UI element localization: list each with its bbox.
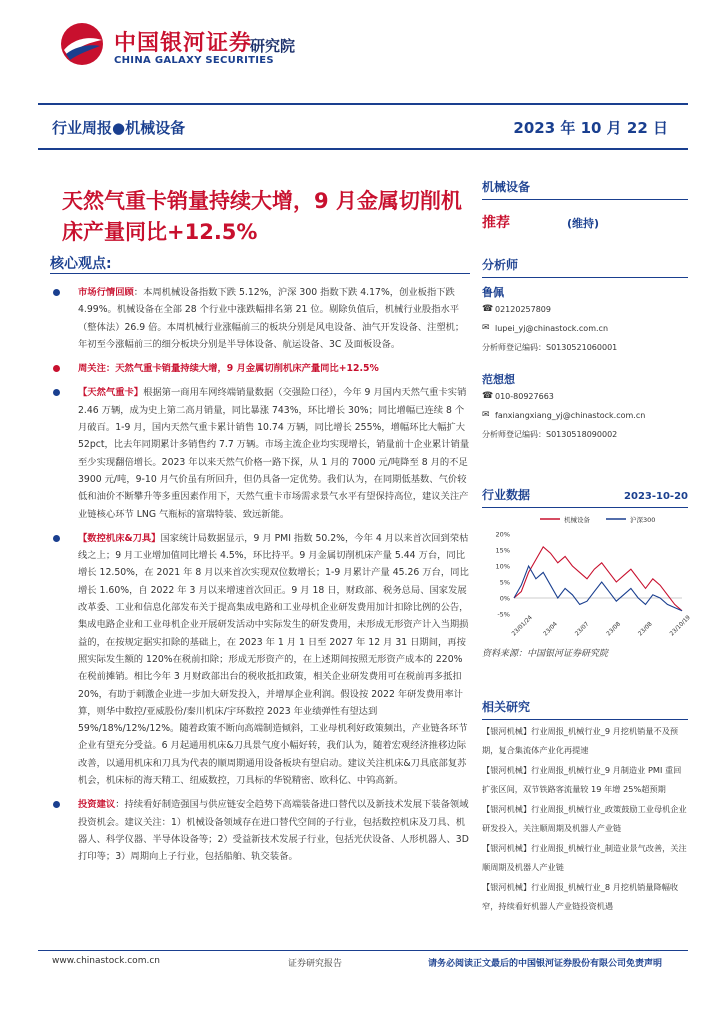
paragraph-lead: 【天然气重卡】 [78, 387, 144, 399]
main-content [50, 284, 470, 873]
paragraph-investment-advice [50, 796, 470, 865]
chart-title: 行业数据 [482, 488, 531, 502]
sidebar-divider [482, 507, 688, 508]
bullet-icon [53, 801, 60, 808]
paragraph-lead: 市场行情回顾 [78, 287, 134, 298]
paragraph-body: 国家统计局数据显示，9 月 PMI 指数 50.2%，今年 4 月以来首次回到荣枯线之上；9 月工业增加值同比增长 4.5%，环比持平。9 月金属切削机床产量 5.44 万台，同比增长 12.50%，在 2021 年 8 月以来首次实现双位数增长；1-9 月累计产量 45.26 万台，同比增长 1.60%，自 2022 年 3 月以来增速首次回正。9 月 18 日，财政部、税务总局、国家发展改革委、工业和信息化部发布关于提高集成电路和工业母机企业研发费用加计扣除比例的公告，集成电路企业和工业母机企业开展研发活动中实际发生的研发费用，未形成无形资产计入当期损益的，在按规定据实扣除的基础上，在 2023 年 1 月 1 日至 2027 年 12 月 31 日期间，再按照实际发生额的 120%在税前扣除；形成无形资产的，在上述期间按照无形资产成本的 220%在税前摊销。相比今年 3 月财政部出台的税收抵扣政策，相关企业研发费用可在税前再多抵扣 20%，有助于刺激企业进一步加大研发投入，并增厚企业利润。假设按 2022 年研发费用率计算，则华中数控/亚威股份/秦川机床/宇环数控 2023 年业绩弹性有望达到 59%/18%/12%/12%。随着政策不断向高端制造倾斜，工业母机利好政策频出，产业链各环节企业有望充分受益。6 月起通用机床&刀具景气度小幅好转，我们认为，随着宏观经济推移边际改善，以通用机床和刀具为代表的顺周期通用设备板块有望启动。建议关注机床&刀具底部复苏机会，机床标的海天精工、纽威数控，刀具标的华锐精密、欧科亿、中钨高新。 [78, 532, 469, 787]
analyst-phone: 02120257809 [495, 305, 551, 314]
x-tick-label: 23/08 [637, 621, 654, 638]
related-item[interactable]: 【银河机械】行业周报_机械行业_9 月制造业 PMI 重回扩张区间，双节铁路客流量较 19 年增 25%超预期 [482, 765, 682, 794]
sidebar-divider [482, 199, 688, 200]
analyst-name: 范想想 [482, 373, 515, 386]
industry-line-chart [482, 512, 692, 640]
sidebar-divider [482, 719, 688, 720]
related-item[interactable]: 【银河机械】行业周报_机械行业_8 月挖机销量降幅收窄，持续看好机器人产业链投资机遇 [482, 882, 679, 911]
legend-label: 沪深300 [630, 516, 656, 524]
analyst-email-row [482, 406, 688, 425]
related-heading: 相关研究 [482, 700, 531, 714]
paragraph-lead: 投资建议 [78, 799, 116, 811]
analyst-name: 鲁佩 [482, 286, 504, 299]
x-tick-label: 23/04 [542, 621, 559, 638]
rating-note: (维持) [567, 217, 600, 230]
y-tick-label: 0% [499, 594, 510, 603]
paragraph-lead: 【数控机床&刀具】 [78, 532, 161, 544]
legend-label: 机械设备 [564, 516, 590, 524]
series-line-1 [514, 566, 682, 611]
paragraph-machine-tool [50, 530, 470, 789]
y-tick-label: 5% [499, 578, 510, 587]
paragraph-gas-truck [50, 384, 470, 522]
related-item[interactable]: 【银河机械】行业周报_机械行业_政策鼓励工业母机企业研发投入，关注顺周期及机器人产业链 [482, 804, 687, 833]
y-tick-label: -5% [497, 610, 510, 619]
x-tick-label: 23/07 [574, 621, 591, 638]
chart-source: 资料来源：中国银河证券研究院 [482, 649, 609, 659]
paragraph-body: 根据第一商用车网终端销量数据（交强险口径），今年 9 月国内天然气重卡实销 2.46 万辆，成为史上第二高月销量，同比暴涨 743%，环比增长 30%；同比增幅已连续 8 个月破百。1-9 月，国内天然气重卡累计销售 10.74 万辆，同比增长 255%，增幅环比大幅扩大 52pct，比去年同期累计多销售约 7.7 万辆。市场主流企业均实现增长，销量前十企业累计销量至少实现翻倍增长。2023 年以来天然气价格一路下探，从 1 月的 7000 元/吨降至 8 月的不足 3900 元/吨，9-10 月气价虽有所回升，但仍具备一定优势。我们认为，在同期低基数、气价较低和油价不断攀升等多重因素作用下，天然气重卡市场需求景气水平有望保持高位，建议关注产业链核心环节 LNG 气瓶标的富瑞特装、致远新能。 [78, 387, 470, 520]
analyst-email[interactable]: lupei_yj@chinastock.com.cn [495, 324, 609, 333]
y-tick-label: 20% [495, 530, 510, 539]
analyst-phone: 010-80927663 [495, 392, 554, 401]
analyst-email-row [482, 319, 688, 338]
related-item[interactable]: 【银河机械】行业周报_机械行业_9 月挖机销量不及预期，复合集流体产业化再提速 [482, 726, 679, 755]
sidebar-divider [482, 277, 688, 278]
bullet-icon [53, 365, 60, 372]
core-view-heading: 核心观点: [50, 256, 112, 272]
bullet-icon [53, 535, 60, 542]
report-header [38, 10, 688, 70]
x-tick-label: 23/08 [605, 621, 623, 638]
industry-name: 机械设备 [482, 180, 531, 194]
sidebar [482, 178, 688, 444]
bullet-icon [53, 289, 60, 296]
paragraph-focus-text: 周关注：天然气重卡销量持续大增，9 月金属切削机床产量同比+12.5% [78, 363, 379, 375]
phone-icon: ☎ [482, 391, 494, 401]
analyst-phone-row [482, 387, 688, 406]
paragraph-body: ：持续看好制造强国与供应链安全趋势下高端装备进口替代以及新技术发展下装备领域投资机会。建议关注：1）机械设备领域存在进口替代空间的子行业，包括数控机床及刀具、机器人、科学仪器、半导体设备等；2）受益新技术发展子行业，包括光伏设备、人形机器人、3D 打印等；3）周期向上子行业，包括船舶、轨交装备。 [78, 799, 469, 863]
analyst-block [482, 371, 688, 444]
report-date: 2023 年 10 月 22 日 [513, 119, 668, 137]
analyst-phone-row [482, 300, 688, 319]
footer-disclaimer: 请务必阅读正文最后的中国银河证券股份有限公司免责声明 [427, 959, 662, 969]
chart-date: 2023-10-20 [624, 491, 688, 502]
paragraph-market-review [50, 284, 470, 353]
related-research [482, 698, 688, 915]
logo-english-name: CHINA GALAXY SECURITIES [114, 55, 274, 66]
report-title: 天然气重卡销量持续大增，9 月金属切削机床产量同比+12.5% [62, 189, 462, 244]
core-divider [50, 273, 470, 274]
analyst-email[interactable]: fanxiangxiang_yj@chinastock.com.cn [495, 411, 646, 420]
industry-data-section [482, 486, 692, 659]
email-icon: ✉ [482, 323, 490, 333]
chart-header [482, 486, 688, 503]
report-category-band [38, 103, 688, 150]
email-icon: ✉ [482, 410, 490, 420]
galaxy-logo-icon [58, 20, 106, 68]
y-tick-label: 10% [495, 562, 510, 571]
report-category: 行业周报●机械设备 [52, 119, 186, 137]
related-item[interactable]: 【银河机械】行业周报_机械行业_制造业景气改善，关注顺周期及机器人产业链 [482, 843, 687, 872]
phone-icon: ☎ [482, 304, 494, 314]
y-tick-label: 15% [495, 546, 510, 555]
x-tick-label: 23/10/19 [669, 614, 692, 638]
page-footer [38, 950, 688, 970]
paragraph-body: ：本周机械设备指数下跌 5.12%，沪深 300 指数下跌 4.17%，创业板指下跌 4.99%。机械设备在全部 28 个行业中涨跌幅排名第 21 位。剔除负值后，机械行业股指水平（整体法）26.9 倍。本周机械行业涨幅前三的板块分别是风电设备、油气开发设备、注塑机；年初至今涨幅前三的细分板块分别是半导体设备、航运设备、3C 及面板设备。 [78, 287, 465, 350]
rating-row [482, 212, 688, 232]
x-tick-label: 23/01/24 [511, 614, 534, 638]
analyst-heading: 分析师 [482, 258, 519, 272]
analyst-registration: 分析师登记编码：S0130518090002 [482, 430, 618, 439]
footer-label: 证券研究报告 [288, 959, 343, 969]
analyst-registration: 分析师登记编码：S0130521060001 [482, 343, 618, 352]
paragraph-weekly-focus [50, 360, 470, 377]
logo-chinese-name: 中国银河证券 [114, 31, 253, 56]
series-line-0 [514, 547, 682, 611]
analyst-block [482, 284, 688, 357]
footer-website[interactable]: www.chinastock.com.cn [52, 956, 160, 966]
institute-label: 研究院 [250, 37, 296, 55]
rating-label: 推荐 [482, 215, 510, 231]
bullet-icon [53, 389, 60, 396]
